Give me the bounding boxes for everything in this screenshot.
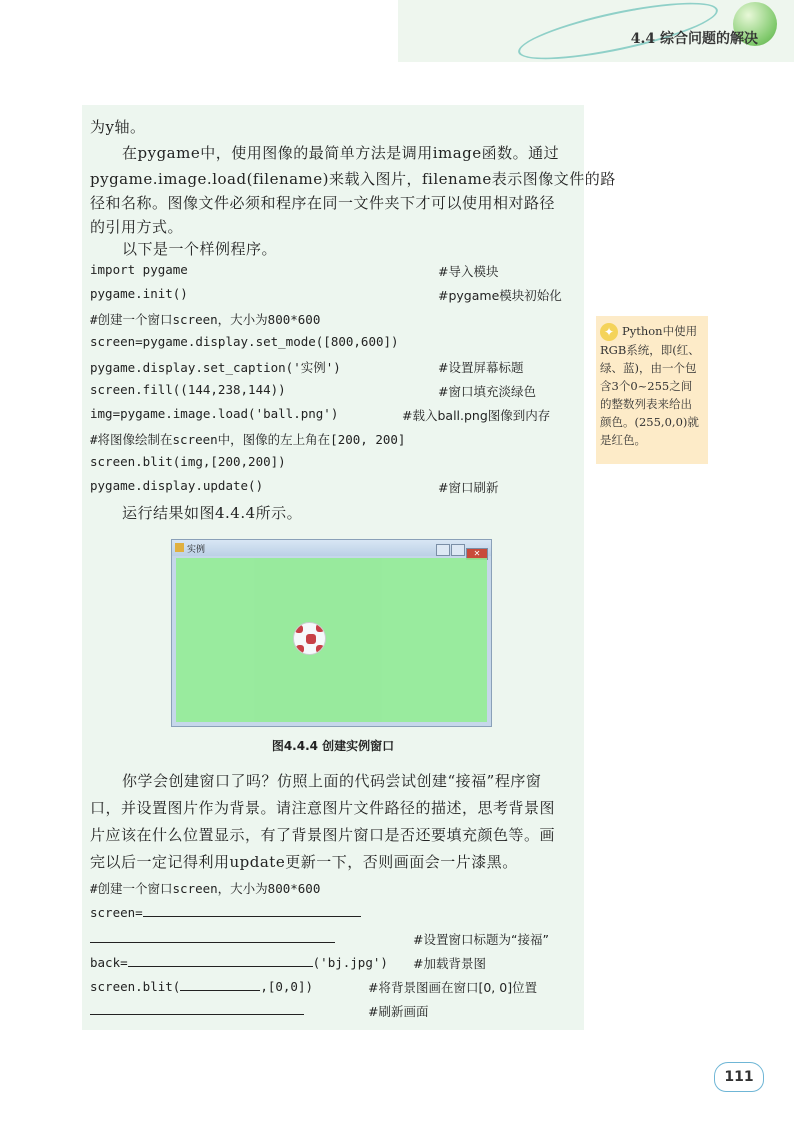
tip-box <box>596 316 708 464</box>
code-comment: #载入ball.png图像到内存 <box>402 408 551 423</box>
page-header <box>398 0 794 62</box>
lightbulb-icon: ✦ <box>600 323 618 341</box>
code-line: pygame.display.set_caption('实例') <box>90 360 341 375</box>
tip-line: Python中使用 <box>622 324 698 338</box>
paragraph-line: pygame.image.load(filename)来载入图片，filename表示图像文件的路 <box>90 170 616 188</box>
code-line: #创建一个窗口screen，大小为800*600 <box>90 312 321 327</box>
window-canvas <box>176 558 487 722</box>
code-line: screen.fill((144,238,144)) <box>90 382 286 397</box>
code-comment: #窗口刷新 <box>438 480 499 495</box>
tip-line: 绿、蓝)，由一个包 <box>600 361 697 375</box>
maximize-icon <box>451 544 465 556</box>
code-comment: #将背景图画在窗口[0, 0]位置 <box>368 980 538 995</box>
tip-line: 的整数列表来给出 <box>600 397 692 411</box>
code-comment: #窗口填充淡绿色 <box>438 384 536 399</box>
section-title: 4.4 综合问题的解决 <box>630 31 758 47</box>
code-comment: #加载背景图 <box>413 956 486 971</box>
tip-line: RGB系统，即(红、 <box>600 343 700 357</box>
code-comment: #pygame模块初始化 <box>438 288 562 303</box>
intro-line: 为y轴。 <box>90 118 146 136</box>
exercise-line: 口，并设置图片作为背景。请注意图片文件路径的描述，思考背景图 <box>90 799 556 817</box>
code-line: #创建一个窗口screen，大小为800*600 <box>90 881 321 896</box>
code-line <box>90 930 335 946</box>
exercise-line: 完以后一定记得利用update更新一下，否则画面会一片漆黑。 <box>90 853 518 871</box>
paragraph-line: 以下是一个样例程序。 <box>122 240 278 258</box>
blank-input[interactable] <box>180 978 260 991</box>
tip-line: 颜色。(255,0,0)就 <box>600 415 699 429</box>
window-controls <box>435 541 488 558</box>
blank-input[interactable] <box>143 904 361 917</box>
exercise-line: 片应该在什么位置显示，有了背景图片窗口是否还要填充颜色等。画 <box>90 826 556 844</box>
code-line: img=pygame.image.load('ball.png') <box>90 406 339 421</box>
paragraph-line: 在pygame中，使用图像的最简单方法是调用image函数。通过 <box>122 144 560 162</box>
example-window-screenshot <box>171 539 492 727</box>
blank-input[interactable] <box>90 930 335 943</box>
close-icon: ✕ <box>466 548 488 560</box>
page-number: 111 <box>714 1062 764 1092</box>
window-titlebar <box>172 540 491 556</box>
code-line: pygame.init() <box>90 286 188 301</box>
code-comment: #刷新画面 <box>368 1004 429 1019</box>
code-line <box>90 1002 304 1018</box>
app-icon <box>175 543 184 552</box>
code-line: screen.blit(img,[200,200]) <box>90 454 286 469</box>
code-line: import pygame <box>90 262 188 277</box>
figure-caption: 图4.4.4 创建实例窗口 <box>271 739 395 753</box>
code-line: screen=pygame.display.set_mode([800,600]) <box>90 334 399 349</box>
window-title: 实例 <box>187 545 206 555</box>
blank-input[interactable] <box>128 954 313 967</box>
blank-input[interactable] <box>90 1002 304 1015</box>
tip-line: 是红色。 <box>600 433 646 447</box>
soccer-ball-image <box>293 622 326 655</box>
exercise-line: 你学会创建窗口了吗？仿照上面的代码尝试创建“接福”程序窗 <box>122 772 542 790</box>
tip-line: 含3个0~255之间 <box>600 379 693 393</box>
code-line: screen= <box>90 904 361 920</box>
minimize-icon <box>436 544 450 556</box>
code-comment: #导入模块 <box>438 264 499 279</box>
paragraph-line: 径和名称。图像文件必须和程序在同一文件夹下才可以使用相对路径 <box>90 194 556 212</box>
code-line: back= ('bj.jpg') <box>90 955 388 970</box>
code-comment: #设置屏幕标题 <box>438 360 524 375</box>
code-line: #将图像绘制在screen中，图像的左上角在[200, 200] <box>90 432 406 447</box>
result-text: 运行结果如图4.4.4所示。 <box>122 504 303 522</box>
code-line: screen.blit( ,[0,0]) <box>90 979 313 994</box>
code-comment: #设置窗口标题为“接福” <box>413 932 549 947</box>
paragraph-line: 的引用方式。 <box>90 218 184 236</box>
code-line: pygame.display.update() <box>90 478 264 493</box>
